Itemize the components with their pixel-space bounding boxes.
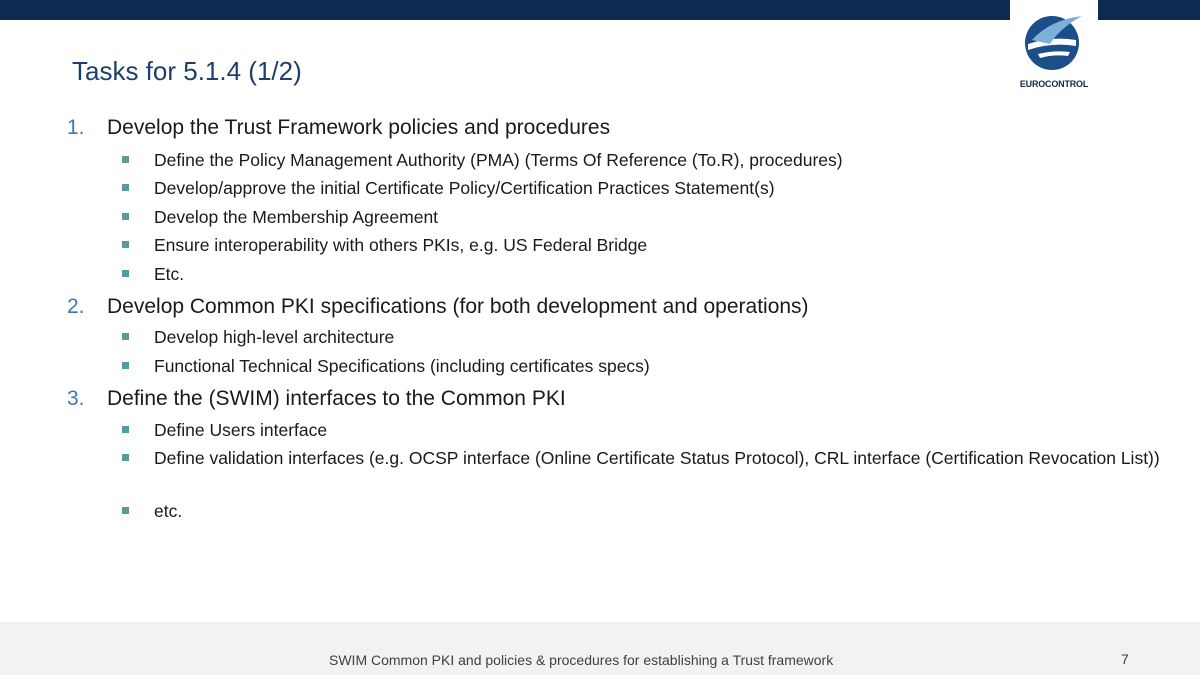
sub-item: Develop high-level architecture (154, 327, 395, 347)
sub-item: Develop the Membership Agreement (154, 207, 439, 227)
bullet-icon (122, 241, 129, 248)
bullet-icon (122, 270, 129, 277)
bullet-icon (122, 454, 129, 461)
list-item-text: Develop the Trust Framework policies and procedures (107, 116, 611, 139)
list-item-2 (67, 295, 809, 319)
bullet-icon (122, 184, 129, 191)
bullet-icon (122, 426, 129, 433)
sub-item: etc. (154, 501, 183, 521)
bullet-icon (122, 333, 129, 340)
sub-item: Define the Policy Management Authority (PMA) (Terms Of Reference (To.R), procedures) (154, 150, 843, 170)
sub-item: Ensure interoperability with others PKIs, e.g. US Federal Bridge (154, 235, 648, 255)
list-item-text: Define the (SWIM) interfaces to the Common PKI (107, 387, 566, 410)
list-item-1 (67, 116, 610, 140)
bullet-icon (122, 507, 129, 514)
eurocontrol-logo (1010, 0, 1098, 102)
bullet-icon (122, 156, 129, 163)
sub-item: Define Users interface (154, 420, 328, 440)
footer-text: SWIM Common PKI and policies & procedures for establishing a Trust framework (329, 652, 834, 668)
list-item-number: 1. (67, 116, 85, 139)
list-item-number: 3. (67, 387, 85, 410)
logo-text: EUROCONTROL (1019, 79, 1089, 89)
eurocontrol-emblem-icon (1020, 10, 1088, 76)
sub-item: Define validation interfaces (e.g. OCSP interface (Online Certificate Status Protocol), CRL interface (Certification Revocation List)) (154, 448, 1160, 468)
page-number: 7 (1121, 651, 1129, 667)
slide-title: Tasks for 5.1.4 (1/2) (72, 56, 302, 86)
list-item-3 (67, 387, 566, 411)
sub-item: Functional Technical Specifications (including certificates specs) (154, 356, 650, 376)
sub-item: Develop/approve the initial Certificate Policy/Certification Practices Statement(s) (154, 178, 775, 198)
list-item-text: Develop Common PKI specifications (for both development and operations) (107, 295, 809, 318)
sub-item: Etc. (154, 264, 185, 284)
bullet-icon (122, 362, 129, 369)
list-item-number: 2. (67, 295, 85, 318)
bullet-icon (122, 213, 129, 220)
